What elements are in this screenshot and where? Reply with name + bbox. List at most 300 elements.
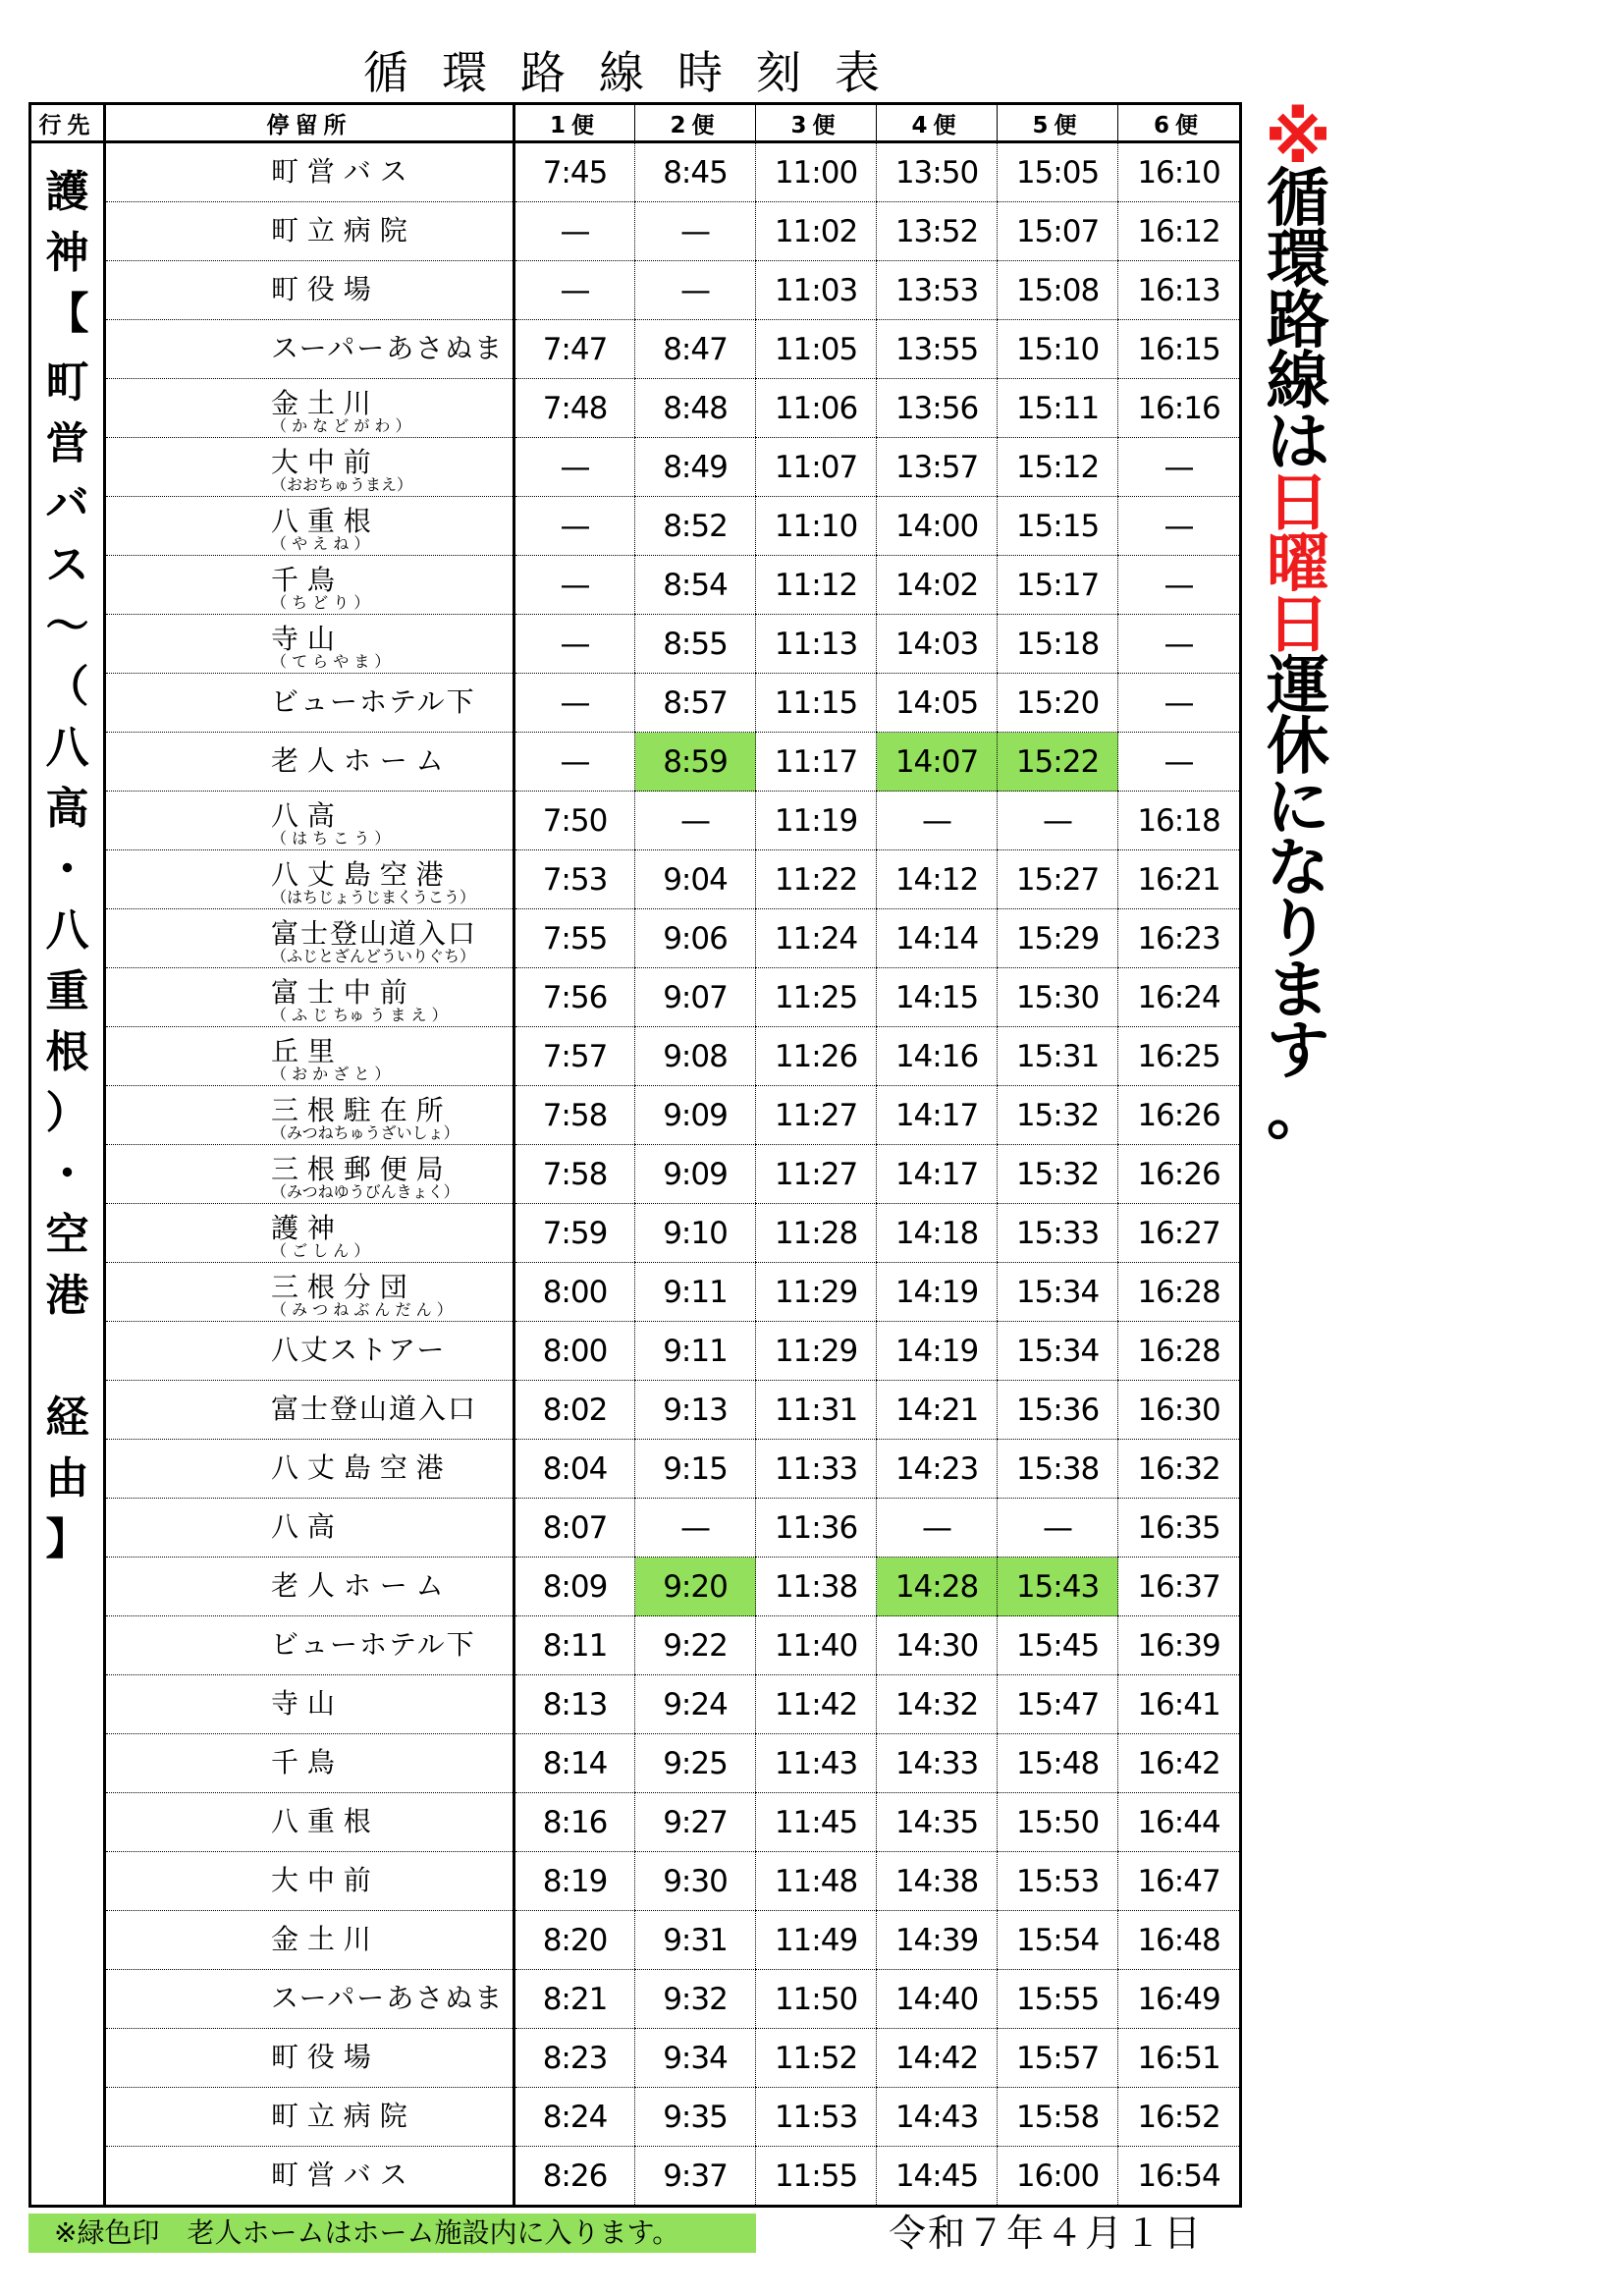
time-cell: 15:31 xyxy=(998,1027,1118,1086)
time-cell: 15:50 xyxy=(998,1793,1118,1852)
time-cell: — xyxy=(1118,674,1241,733)
stop-cell xyxy=(105,850,514,909)
time-cell: 9:11 xyxy=(635,1263,756,1322)
destination-char: 港 xyxy=(45,1271,89,1321)
stop-reading: （ふじとざんどういりぐち） xyxy=(271,947,476,965)
time-cell: 11:25 xyxy=(756,968,877,1027)
time-cell: 11:13 xyxy=(756,615,877,674)
destination-char: 〜 xyxy=(45,601,89,651)
time-cell: 16:21 xyxy=(1118,850,1241,909)
issue-date: 令和７年４月１日 xyxy=(889,2212,1204,2255)
time-cell: 7:58 xyxy=(514,1086,635,1145)
table-row xyxy=(30,733,1241,792)
table-row xyxy=(30,2088,1241,2147)
destination-char: ） xyxy=(45,1088,89,1138)
time-cell: 11:53 xyxy=(756,2088,877,2147)
time-cell: 16:32 xyxy=(1118,1440,1241,1499)
time-cell: 14:33 xyxy=(877,1734,998,1793)
stop-name: 町 立 病 院 xyxy=(271,214,407,246)
destination-char: 営 xyxy=(45,418,89,468)
stop-name: 八 重 根 xyxy=(271,1805,371,1837)
destination-cell xyxy=(30,142,105,2207)
destination-char: 八 xyxy=(45,905,89,956)
time-cell: 14:14 xyxy=(877,909,998,968)
time-cell: 11:17 xyxy=(756,733,877,792)
time-cell: 8:13 xyxy=(514,1675,635,1734)
time-cell: 16:27 xyxy=(1118,1204,1241,1263)
stop-cell xyxy=(105,1911,514,1970)
stop-cell xyxy=(105,1558,514,1616)
stop-name: 富 士 中 前 xyxy=(271,976,407,1009)
time-cell: 8:24 xyxy=(514,2088,635,2147)
time-cell: 14:30 xyxy=(877,1616,998,1675)
time-cell: 14:45 xyxy=(877,2147,998,2207)
header-run: 2便 xyxy=(635,104,756,142)
time-cell: 11:24 xyxy=(756,909,877,968)
time-cell: 15:58 xyxy=(998,2088,1118,2147)
stop-name: 金 土 川 xyxy=(271,387,371,419)
stop-name: 大 中 前 xyxy=(271,1864,371,1896)
destination-char: 根 xyxy=(45,1027,89,1077)
time-cell: 15:34 xyxy=(998,1322,1118,1381)
header-run: 3便 xyxy=(756,104,877,142)
stop-reading: （ て ら や ま ） xyxy=(271,652,391,671)
time-cell: 16:39 xyxy=(1118,1616,1241,1675)
stop-cell xyxy=(105,1263,514,1322)
time-cell: 15:55 xyxy=(998,1970,1118,2029)
table-row xyxy=(30,850,1241,909)
stop-name: 千 鳥 xyxy=(271,1746,335,1778)
table-row xyxy=(30,1381,1241,1440)
table-row xyxy=(30,674,1241,733)
time-cell: 9:37 xyxy=(635,2147,756,2207)
time-cell: 16:35 xyxy=(1118,1499,1241,1558)
time-cell: 15:34 xyxy=(998,1263,1118,1322)
time-cell: 16:52 xyxy=(1118,2088,1241,2147)
stop-cell xyxy=(105,968,514,1027)
time-cell: 14:03 xyxy=(877,615,998,674)
stop-cell xyxy=(105,1734,514,1793)
time-cell: 15:29 xyxy=(998,909,1118,968)
time-cell: 14:39 xyxy=(877,1911,998,1970)
time-cell: 9:34 xyxy=(635,2029,756,2088)
table-row xyxy=(30,1027,1241,1086)
time-cell: 8:54 xyxy=(635,556,756,615)
stop-cell xyxy=(105,1204,514,1263)
time-cell: 11:15 xyxy=(756,674,877,733)
time-cell: 8:19 xyxy=(514,1852,635,1911)
stop-name: 老 人 ホ ー ム xyxy=(271,744,444,777)
time-cell: 11:36 xyxy=(756,1499,877,1558)
time-cell: 7:55 xyxy=(514,909,635,968)
time-cell: 14:19 xyxy=(877,1263,998,1322)
stop-cell xyxy=(105,379,514,438)
stop-reading: （みつねゆうびんきょく） xyxy=(271,1182,460,1201)
time-cell: 9:13 xyxy=(635,1381,756,1440)
stop-name: 老 人 ホ ー ム xyxy=(271,1569,444,1602)
time-cell: 13:55 xyxy=(877,320,998,379)
time-cell: — xyxy=(635,261,756,320)
time-cell: — xyxy=(1118,733,1241,792)
destination-char: ・ xyxy=(45,845,89,895)
time-cell: 16:24 xyxy=(1118,968,1241,1027)
stop-reading: （はちじょうじまくうこう） xyxy=(271,888,476,906)
table-row xyxy=(30,1263,1241,1322)
time-cell: 11:07 xyxy=(756,438,877,497)
header-run: 1便 xyxy=(514,104,635,142)
time-cell: 16:25 xyxy=(1118,1027,1241,1086)
time-cell: 11:42 xyxy=(756,1675,877,1734)
table-row xyxy=(30,1086,1241,1145)
time-cell: 8:11 xyxy=(514,1616,635,1675)
stop-name: 大 中 前 xyxy=(271,446,371,478)
time-cell: 16:18 xyxy=(1118,792,1241,850)
stop-reading: （ ふ じ ちゅ う ま え ） xyxy=(271,1006,448,1024)
stop-cell xyxy=(105,1675,514,1734)
stop-reading: （ か な ど が わ ） xyxy=(271,416,411,435)
stop-reading: （ は ち こ う ） xyxy=(271,829,391,847)
time-cell: 8:57 xyxy=(635,674,756,733)
time-cell: 13:57 xyxy=(877,438,998,497)
time-cell: 14:05 xyxy=(877,674,998,733)
time-cell: 15:32 xyxy=(998,1086,1118,1145)
stop-cell xyxy=(105,1440,514,1499)
time-cell: 11:02 xyxy=(756,202,877,261)
header-destination: 行先 xyxy=(30,104,105,142)
stop-cell xyxy=(105,438,514,497)
time-cell: 9:22 xyxy=(635,1616,756,1675)
destination-char: 八 xyxy=(45,723,89,773)
table-row xyxy=(30,1675,1241,1734)
stop-name: 三 根 駐 在 所 xyxy=(271,1094,444,1126)
table-row xyxy=(30,1911,1241,1970)
time-cell: 11:27 xyxy=(756,1145,877,1204)
time-cell: 15:54 xyxy=(998,1911,1118,1970)
time-cell: 8:48 xyxy=(635,379,756,438)
stop-name: 護 神 xyxy=(271,1212,335,1244)
table-row xyxy=(30,438,1241,497)
time-cell: 16:28 xyxy=(1118,1263,1241,1322)
table-row xyxy=(30,792,1241,850)
time-cell: 14:28 xyxy=(877,1558,998,1616)
stop-name: 町 営 バ ス xyxy=(271,2159,407,2191)
time-cell: 11:33 xyxy=(756,1440,877,1499)
time-cell: — xyxy=(514,202,635,261)
time-cell: 8:00 xyxy=(514,1322,635,1381)
time-cell: 8:09 xyxy=(514,1558,635,1616)
stop-name: ビューホテル下 xyxy=(271,1628,476,1661)
stop-cell xyxy=(105,1793,514,1852)
time-cell: 9:20 xyxy=(635,1558,756,1616)
time-cell: 15:18 xyxy=(998,615,1118,674)
time-cell: 15:53 xyxy=(998,1852,1118,1911)
time-cell: 15:30 xyxy=(998,968,1118,1027)
time-cell: 15:47 xyxy=(998,1675,1118,1734)
stop-cell xyxy=(105,674,514,733)
time-cell: 15:32 xyxy=(998,1145,1118,1204)
notice-mark: ※ xyxy=(1264,98,1332,179)
table-row xyxy=(30,1558,1241,1616)
time-cell: 13:53 xyxy=(877,261,998,320)
time-cell: 7:47 xyxy=(514,320,635,379)
stop-name: 八 高 xyxy=(271,1510,335,1543)
time-cell: 8:45 xyxy=(635,142,756,202)
time-cell: 16:26 xyxy=(1118,1145,1241,1204)
stop-reading: （ み つ ね ぶ ん だ ん ） xyxy=(271,1300,453,1319)
time-cell: 15:20 xyxy=(998,674,1118,733)
destination-char: 【 xyxy=(45,289,89,339)
table-row xyxy=(30,968,1241,1027)
stop-reading: （ や え ね ） xyxy=(271,534,370,553)
time-cell: 8:20 xyxy=(514,1911,635,1970)
stop-cell xyxy=(105,202,514,261)
time-cell: 15:11 xyxy=(998,379,1118,438)
time-cell: 11:43 xyxy=(756,1734,877,1793)
time-cell: 11:05 xyxy=(756,320,877,379)
stop-name: 富士登山道入口 xyxy=(271,1393,478,1425)
time-cell: 11:29 xyxy=(756,1263,877,1322)
stop-cell xyxy=(105,1381,514,1440)
time-cell: 11:00 xyxy=(756,142,877,202)
table-row xyxy=(30,1440,1241,1499)
time-cell: — xyxy=(514,261,635,320)
destination-char: バ xyxy=(45,479,89,529)
destination-char: 町 xyxy=(45,357,89,408)
table-row xyxy=(30,1734,1241,1793)
time-cell: — xyxy=(514,674,635,733)
destination-char: 神 xyxy=(45,228,89,278)
time-cell: 11:03 xyxy=(756,261,877,320)
time-cell: — xyxy=(877,1499,998,1558)
time-cell: 15:43 xyxy=(998,1558,1118,1616)
time-cell: — xyxy=(514,733,635,792)
time-cell: 16:23 xyxy=(1118,909,1241,968)
stop-reading: （ ご し ん ） xyxy=(271,1241,370,1260)
table-row xyxy=(30,2147,1241,2207)
time-cell: 9:09 xyxy=(635,1086,756,1145)
destination-char: ・ xyxy=(45,1149,89,1199)
time-cell: 9:10 xyxy=(635,1204,756,1263)
time-cell: 8:52 xyxy=(635,497,756,556)
stop-name: 町 立 病 院 xyxy=(271,2100,407,2132)
time-cell: 16:44 xyxy=(1118,1793,1241,1852)
stop-reading: （おおちゅうまえ） xyxy=(271,475,413,494)
time-cell: 11:12 xyxy=(756,556,877,615)
time-cell: 16:16 xyxy=(1118,379,1241,438)
time-cell: 15:22 xyxy=(998,733,1118,792)
time-cell: 16:30 xyxy=(1118,1381,1241,1440)
time-cell: 9:35 xyxy=(635,2088,756,2147)
time-cell: 9:04 xyxy=(635,850,756,909)
table-row xyxy=(30,1616,1241,1675)
time-cell: 11:26 xyxy=(756,1027,877,1086)
stop-name: 丘 里 xyxy=(271,1035,335,1067)
time-cell: 15:57 xyxy=(998,2029,1118,2088)
time-cell: 15:07 xyxy=(998,202,1118,261)
time-cell: 16:26 xyxy=(1118,1086,1241,1145)
destination-char: ス xyxy=(45,540,89,590)
time-cell: — xyxy=(514,497,635,556)
header-run: 4便 xyxy=(877,104,998,142)
time-cell: 14:15 xyxy=(877,968,998,1027)
table-row xyxy=(30,202,1241,261)
time-cell: 9:25 xyxy=(635,1734,756,1793)
time-cell: — xyxy=(635,792,756,850)
time-cell: 8:47 xyxy=(635,320,756,379)
time-cell: 8:23 xyxy=(514,2029,635,2088)
time-cell: 9:11 xyxy=(635,1322,756,1381)
destination-char xyxy=(31,1328,103,1387)
time-cell: 15:12 xyxy=(998,438,1118,497)
time-cell: — xyxy=(635,1499,756,1558)
time-cell: 7:59 xyxy=(514,1204,635,1263)
time-cell: 16:51 xyxy=(1118,2029,1241,2088)
stop-cell xyxy=(105,1145,514,1204)
time-cell: — xyxy=(514,556,635,615)
time-cell: 16:54 xyxy=(1118,2147,1241,2207)
time-cell: 11:49 xyxy=(756,1911,877,1970)
stop-name: ビューホテル下 xyxy=(271,685,476,718)
time-cell: 16:28 xyxy=(1118,1322,1241,1381)
stop-name: 千 鳥 xyxy=(271,564,335,596)
table-row xyxy=(30,556,1241,615)
time-cell: 11:45 xyxy=(756,1793,877,1852)
time-cell: 7:48 xyxy=(514,379,635,438)
table-row xyxy=(30,1145,1241,1204)
time-cell: — xyxy=(1118,615,1241,674)
time-cell: 14:40 xyxy=(877,1970,998,2029)
stop-cell xyxy=(105,1322,514,1381)
time-cell: 11:19 xyxy=(756,792,877,850)
time-cell: 9:30 xyxy=(635,1852,756,1911)
time-cell: 9:07 xyxy=(635,968,756,1027)
time-cell: 14:12 xyxy=(877,850,998,909)
time-cell: 15:33 xyxy=(998,1204,1118,1263)
time-cell: 14:17 xyxy=(877,1086,998,1145)
time-cell: 8:14 xyxy=(514,1734,635,1793)
stop-name: 町 営 バ ス xyxy=(271,155,407,188)
table-row xyxy=(30,379,1241,438)
time-cell: 14:42 xyxy=(877,2029,998,2088)
table-row xyxy=(30,497,1241,556)
time-cell: — xyxy=(1118,556,1241,615)
time-cell: 7:57 xyxy=(514,1027,635,1086)
time-cell: 11:48 xyxy=(756,1852,877,1911)
stop-cell xyxy=(105,261,514,320)
stop-name: スーパーあさぬま xyxy=(271,1982,505,2014)
time-cell: — xyxy=(635,202,756,261)
time-cell: 15:27 xyxy=(998,850,1118,909)
time-cell: 16:10 xyxy=(1118,142,1241,202)
time-cell: 11:31 xyxy=(756,1381,877,1440)
destination-char: 由 xyxy=(45,1453,89,1503)
table-row xyxy=(30,142,1241,202)
time-cell: 11:06 xyxy=(756,379,877,438)
time-cell: 11:50 xyxy=(756,1970,877,2029)
time-cell: 11:29 xyxy=(756,1322,877,1381)
stop-cell xyxy=(105,2147,514,2207)
time-cell: 14:19 xyxy=(877,1322,998,1381)
destination-char: 空 xyxy=(45,1210,89,1260)
time-cell: 7:58 xyxy=(514,1145,635,1204)
stop-name: 金 土 川 xyxy=(271,1923,371,1955)
time-cell: 16:47 xyxy=(1118,1852,1241,1911)
destination-char: 護 xyxy=(45,167,89,217)
time-cell: 7:45 xyxy=(514,142,635,202)
time-cell: — xyxy=(998,792,1118,850)
stop-name: スーパーあさぬま xyxy=(271,332,505,364)
time-cell: 8:07 xyxy=(514,1499,635,1558)
time-cell: 11:10 xyxy=(756,497,877,556)
time-cell: 16:41 xyxy=(1118,1675,1241,1734)
stop-cell xyxy=(105,792,514,850)
stop-name: 八丈ストアー xyxy=(271,1334,447,1366)
stop-cell xyxy=(105,1852,514,1911)
table-row xyxy=(30,261,1241,320)
destination-char: 重 xyxy=(45,966,89,1016)
time-cell: 14:38 xyxy=(877,1852,998,1911)
table-row xyxy=(30,320,1241,379)
stop-name: 富士登山道入口 xyxy=(271,917,478,950)
stop-cell xyxy=(105,556,514,615)
time-cell: 9:08 xyxy=(635,1027,756,1086)
stop-cell xyxy=(105,615,514,674)
stop-cell xyxy=(105,1970,514,2029)
stop-cell xyxy=(105,2029,514,2088)
time-cell: 8:59 xyxy=(635,733,756,792)
time-cell: 7:56 xyxy=(514,968,635,1027)
time-cell: 8:49 xyxy=(635,438,756,497)
stop-name: 八 重 根 xyxy=(271,505,371,537)
time-cell: 14:18 xyxy=(877,1204,998,1263)
time-cell: — xyxy=(998,1499,1118,1558)
time-cell: 14:43 xyxy=(877,2088,998,2147)
stop-reading: （ お か ざ と ） xyxy=(271,1065,391,1083)
table-row xyxy=(30,1852,1241,1911)
destination-char: （ xyxy=(45,662,89,712)
time-cell: 8:00 xyxy=(514,1263,635,1322)
stop-name: 三 根 郵 便 局 xyxy=(271,1153,444,1185)
stop-cell xyxy=(105,909,514,968)
stop-name: 町 役 場 xyxy=(271,273,371,305)
time-cell: 11:28 xyxy=(756,1204,877,1263)
time-cell: 8:55 xyxy=(635,615,756,674)
stop-cell xyxy=(105,1499,514,1558)
stop-name: 八 丈 島 空 港 xyxy=(271,858,444,891)
destination-char: 経 xyxy=(45,1393,89,1443)
header-stop: 停留所 xyxy=(105,104,514,142)
time-cell: 16:12 xyxy=(1118,202,1241,261)
table-row xyxy=(30,2029,1241,2088)
table-row xyxy=(30,615,1241,674)
time-cell: 15:10 xyxy=(998,320,1118,379)
time-cell: 14:00 xyxy=(877,497,998,556)
time-cell: — xyxy=(1118,497,1241,556)
stop-name: 寺 山 xyxy=(271,623,335,655)
sunday-suspension-notice: ※ 循 環 路 線 は 日 曜 日 運 休 に な り ま す 。 xyxy=(1264,98,1332,1149)
stop-reading: （ ち ど り ） xyxy=(271,593,370,612)
time-cell: 9:06 xyxy=(635,909,756,968)
time-cell: — xyxy=(1118,438,1241,497)
destination-char: 】 xyxy=(45,1514,89,1564)
stop-cell xyxy=(105,497,514,556)
time-cell: 9:09 xyxy=(635,1145,756,1204)
time-cell: 8:02 xyxy=(514,1381,635,1440)
stop-name: 三 根 分 団 xyxy=(271,1271,407,1303)
time-cell: 8:26 xyxy=(514,2147,635,2207)
stop-reading: （みつねちゅうざいしょ） xyxy=(271,1123,460,1142)
time-cell: 14:07 xyxy=(877,733,998,792)
